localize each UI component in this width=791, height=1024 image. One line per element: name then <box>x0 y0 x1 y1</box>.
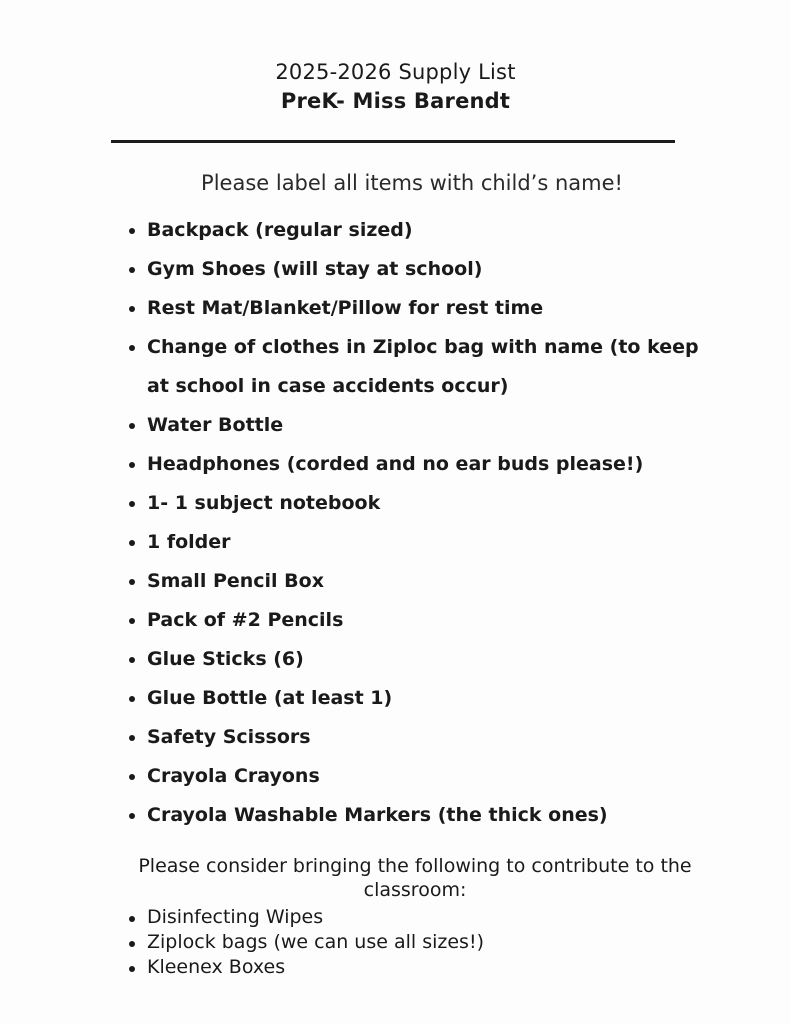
supply-item: Change of clothes in Ziploc bag with name (to keep <box>147 328 727 367</box>
supply-item: Backpack (regular sized) <box>147 211 727 250</box>
supply-item: Pack of #2 Pencils <box>147 601 727 640</box>
contribute-item: Disinfecting Wipes <box>147 905 647 930</box>
supply-item: Safety Scissors <box>147 718 727 757</box>
supply-item-continuation: at school in case accidents occur) <box>147 375 509 397</box>
supply-item: Glue Bottle (at least 1) <box>147 679 727 718</box>
supply-item: Water Bottle <box>147 406 727 445</box>
page-title: 2025-2026 Supply List <box>275 60 516 84</box>
label-instruction: Please label all items with child’s name! <box>201 171 623 195</box>
contribute-intro: Please consider bringing the following to contribute to the classroom: <box>138 855 692 901</box>
supply-item: 1 folder <box>147 523 727 562</box>
contribute-list <box>147 905 647 980</box>
contribute-item: Ziplock bags (we can use all sizes!) <box>147 930 647 955</box>
supply-item: Small Pencil Box <box>147 562 727 601</box>
supply-item: Headphones (corded and no ear buds please!) <box>147 445 727 484</box>
supply-list <box>147 211 727 835</box>
supply-item: Glue Sticks (6) <box>147 640 727 679</box>
supply-item: 1- 1 subject notebook <box>147 484 727 523</box>
contribute-item: Kleenex Boxes <box>147 955 647 980</box>
supply-item: Rest Mat/Blanket/Pillow for rest time <box>147 289 727 328</box>
supply-item: Gym Shoes (will stay at school) <box>147 250 727 289</box>
supply-item: Crayola Crayons <box>147 757 727 796</box>
supply-item: Crayola Washable Markers (the thick ones) <box>147 796 727 835</box>
divider-line <box>111 140 675 143</box>
page-subtitle: PreK- Miss Barendt <box>280 89 511 113</box>
